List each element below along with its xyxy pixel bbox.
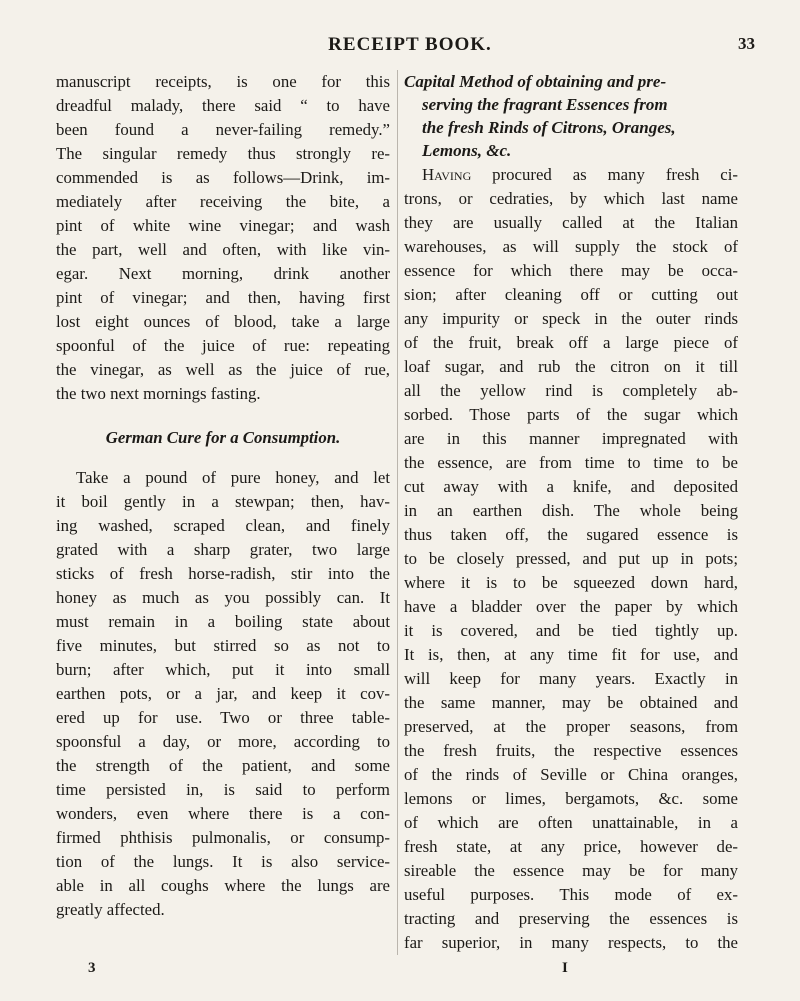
heading-line: serving the fragrant Essences from (422, 95, 668, 114)
text-line: spoonsful a day, or more, according to (56, 732, 390, 751)
text-line: lemons or limes, bergamots, &c. some (404, 789, 738, 808)
text-line: pint of vinegar; and then, having first (56, 288, 390, 307)
right-column (404, 70, 738, 955)
text-line: it is covered, and be tied tightly up. (404, 621, 738, 640)
text-line: sion; after cleaning off or cutting out (404, 285, 738, 304)
text-line: egar. Next morning, drink another (56, 264, 390, 283)
text-line: preserved, at the proper seasons, from (404, 717, 738, 736)
text-line: spoonful of the juice of rue: repeating (56, 336, 390, 355)
text-line-rest: procured as many fresh ci- (471, 165, 738, 184)
heading-line: the fresh Rinds of Citrons, Oranges, (422, 118, 676, 137)
text-line: time persisted in, is said to perform (56, 780, 390, 799)
text-line: sticks of fresh horse-radish, stir into the (56, 564, 390, 583)
text-line: the fresh fruits, the respective essences (404, 741, 738, 760)
essences-paragraph (404, 163, 738, 955)
text-line: useful purposes. This mode of ex- (404, 885, 738, 904)
text-line: are in this manner impregnated with (404, 429, 738, 448)
section-heading-consumption: German Cure for a Consumption. (105, 428, 341, 447)
text-line: manuscript receipts, is one for this (56, 72, 390, 91)
text-line: ing washed, scraped clean, and finely (56, 516, 390, 535)
text-line: thus taken off, the sugared essence is (404, 525, 738, 544)
text-line: lost eight ounces of blood, take a large (56, 312, 390, 331)
text-line: tion of the lungs. It is also service- (56, 852, 390, 871)
text-line: of which are often unattainable, in a (404, 813, 738, 832)
text-line: the part, well and often, with like vin- (56, 240, 390, 259)
text-line: dreadful malady, there said “ to have (56, 96, 390, 115)
heading-line: Lemons, &c. (422, 141, 512, 160)
text-line: all the yellow rind is completely ab- (404, 381, 738, 400)
text-line: commended is as follows—Drink, im- (56, 168, 390, 187)
column-divider (397, 70, 398, 955)
text-line: must remain in a boiling state about (56, 612, 390, 631)
text-line: essence for which there may be occa- (404, 261, 738, 280)
signature-mark-left: 3 (88, 960, 96, 976)
text-line: loaf sugar, and rub the citron on it till (404, 357, 738, 376)
text-line: It is, then, at any time fit for use, and (404, 645, 738, 664)
page-number: 33 (738, 34, 755, 53)
text-line: they are usually called at the Italian (404, 213, 738, 232)
text-line: warehouses, as will supply the stock of (404, 237, 738, 256)
signature-mark-right: I (562, 960, 568, 976)
rabies-remedy-paragraph (56, 70, 390, 406)
heading-line: Capital Method of obtaining and pre- (404, 72, 667, 91)
text-line: where it is to be squeezed down hard, (404, 573, 738, 592)
text-line: Take a pound of pure honey, and let (76, 468, 390, 487)
text-line: greatly affected. (56, 900, 165, 919)
text-line: sireable the essence may be for many (404, 861, 738, 880)
text-line: wonders, even where there is a con- (56, 804, 390, 823)
text-line: the same manner, may be obtained and (404, 693, 738, 712)
text-line: will keep for many years. Exactly in (404, 669, 738, 688)
text-line: honey as much as you possibly can. It (56, 588, 390, 607)
text-line: five minutes, but stirred so as not to (56, 636, 390, 655)
text-line: far superior, in many respects, to the (404, 933, 738, 952)
text-line: trons, or cedraties, by which last name (404, 189, 738, 208)
text-line: cut away with a knife, and deposited (404, 477, 738, 496)
text-line: burn; after which, put it into small (56, 660, 390, 679)
text-line: to be closely pressed, and put up in pots; (404, 549, 738, 568)
text-line: of the rinds of Seville or China oranges, (404, 765, 738, 784)
text-line: the essence, are from time to time to be (404, 453, 738, 472)
running-title: RECEIPT BOOK. (328, 34, 492, 55)
text-line: the vinegar, as well as the juice of rue, (56, 360, 390, 379)
running-head (0, 34, 800, 64)
text-line: mediately after receiving the bite, a (56, 192, 390, 211)
text-line: sorbed. Those parts of the sugar which (404, 405, 738, 424)
text-line: pint of white wine vinegar; and wash (56, 216, 390, 235)
text-line: in an earthen dish. The whole being (404, 501, 738, 520)
consumption-cure-paragraph (56, 466, 390, 922)
text-line: able in all coughs where the lungs are (56, 876, 390, 895)
text-line: of the fruit, break off a large piece of (404, 333, 738, 352)
text-line: earthen pots, or a jar, and keep it cov- (56, 684, 390, 703)
text-line: The singular remedy thus strongly re- (56, 144, 390, 163)
opening-word: Having (422, 165, 472, 184)
text-line: the two next mornings fasting. (56, 384, 261, 403)
text-line: any impurity or speck in the outer rinds (404, 309, 738, 328)
text-line: fresh state, at any price, however de- (404, 837, 738, 856)
text-line: ered up for use. Two or three table- (56, 708, 390, 727)
text-line: it boil gently in a stewpan; then, hav- (56, 492, 390, 511)
text-line: firmed phthisis pulmonalis, or consump- (56, 828, 390, 847)
section-heading-essences (404, 70, 738, 162)
text-line (404, 163, 738, 187)
text-line: the strength of the patient, and some (56, 756, 390, 775)
text-line: grated with a sharp grater, two large (56, 540, 390, 559)
text-line: have a bladder over the paper by which (404, 597, 738, 616)
text-line: tracting and preserving the essences is (404, 909, 738, 928)
text-line: been found a never-failing remedy.” (56, 120, 390, 139)
left-column (56, 70, 390, 922)
